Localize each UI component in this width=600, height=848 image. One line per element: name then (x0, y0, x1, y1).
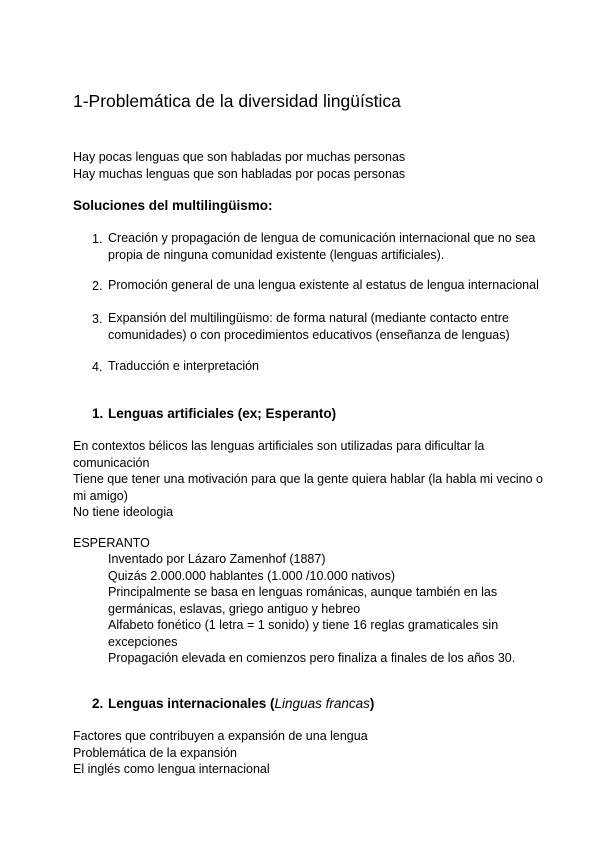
intro-line: Hay pocas lenguas que son habladas por muchas personas (73, 150, 406, 164)
list-item-line: Expansión del multilingüismo: de forma natural (mediante contacto entre (108, 311, 509, 325)
section-heading-prefix: Lenguas internacionales ( (108, 696, 275, 711)
list-item-number: 3. (92, 312, 103, 326)
list-item (108, 310, 510, 343)
section-heading-suffix: ) (369, 696, 375, 711)
section2-paragraph (73, 728, 368, 778)
list-item (108, 230, 535, 263)
list-item-line: comunidades) o con procedimientos educativos (enseñanza de lenguas) (108, 327, 510, 342)
page-title: 1-Problemática de la diversidad lingüística (73, 91, 401, 111)
list-item (108, 277, 539, 294)
esperanto-line: excepciones (108, 634, 178, 649)
paragraph-line: El inglés como lengua internacional (73, 762, 270, 776)
list-item-line: propia de ninguna comunidad existente (lenguas artificiales). (108, 247, 445, 262)
esperanto-line: Inventado por Lázaro Zamenhof (1887) (108, 552, 326, 566)
section-heading-italic: Linguas francas (274, 696, 370, 711)
esperanto-line: Quizás 2.000.000 hablantes (1.000 /10.000 nativos) (108, 568, 396, 583)
paragraph-line: Factores que contribuyen a expansión de una lengua (73, 729, 368, 743)
section-number: 1. (92, 406, 104, 421)
paragraph-line: En contextos bélicos las lenguas artificiales son utilizadas para dificultar la (73, 439, 485, 453)
paragraph-line: mi amigo) (73, 488, 128, 503)
esperanto-details (108, 551, 515, 667)
list-item-number: 1. (92, 232, 103, 246)
intro-line: Hay muchas lenguas que son habladas por pocas personas (73, 166, 406, 181)
esperanto-line: germánicas, eslavas, griego antiguo y hebreo (108, 601, 361, 616)
paragraph-line: comunicación (73, 455, 150, 470)
list-item-number: 4. (92, 360, 103, 374)
list-item (108, 358, 259, 375)
intro-paragraph (73, 149, 405, 182)
esperanto-line: Alfabeto fonético (1 letra = 1 sonido) y tiene 16 reglas gramaticales sin (108, 618, 499, 632)
list-item-line: Creación y propagación de lengua de comunicación internacional que no sea (108, 231, 536, 245)
paragraph-line: Tiene que tener una motivación para que la gente quiera hablar (la habla mi vecino o (73, 472, 543, 486)
section-number: 2. (92, 696, 104, 711)
solutions-heading: Soluciones del multilingüismo: (73, 198, 273, 213)
list-item-line: Promoción general de una lengua existente al estatus de lengua internacional (108, 278, 539, 292)
esperanto-line: Principalmente se basa en lenguas románicas, aunque también en las (108, 585, 498, 599)
section-heading (108, 696, 374, 711)
list-item-line: Traducción e interpretación (108, 359, 260, 373)
esperanto-line: Propagación elevada en comienzos pero finaliza a finales de los años 30. (108, 651, 516, 665)
paragraph-line: No tiene ideologia (73, 505, 174, 519)
section1-paragraph (73, 438, 543, 521)
paragraph-line: Problemática de la expansión (73, 745, 237, 760)
list-item-number: 2. (92, 279, 103, 293)
esperanto-label: ESPERANTO (73, 536, 150, 550)
section-heading: Lenguas artificiales (ex; Esperanto) (108, 406, 337, 421)
